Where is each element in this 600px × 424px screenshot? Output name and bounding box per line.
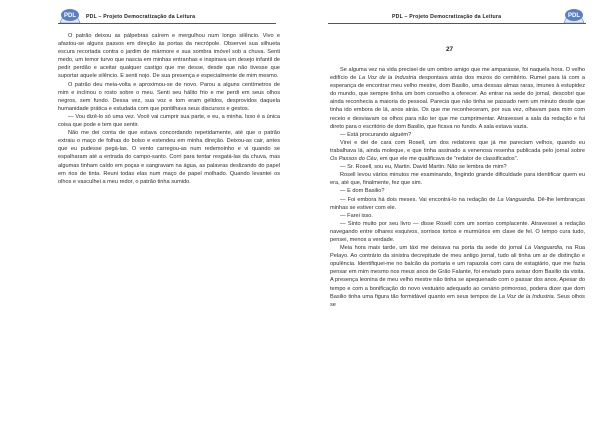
right-paragraph: — Foi embora há dois meses. Vai encontrá-lo na redação de La Vanguardia. Dê-lhe lembranças minhas se estiver com ele.: [330, 196, 585, 211]
right-paragraph: Meia hora mais tarde, um táxi me deixava na porta da sede do jornal La Vanguardia, na Rua Pelayo. Ao contrário da sinistra decrepitude de meu antigo jornal, tudo ali tinha um ar de distinção e opulência. Identifiquei-me no balcão da portaria e um rapazola com cara de estagiário, que me fazia pensar em mim mesmo nos meus anos de Grão Falante, foi enviado para avisar dom Basilio da visita. A presença leonina de meu velho mestre não tinha se apequenado com o passar dos anos. Apesar do tempo e com a bonificação do novo vestuário adequado ao cenário primoroso, podera dizer que dom Basilio tinha uma figura tão formidável quanto em seus tempos de La Voz de la Industria. Seus olhos se: [330, 245, 585, 308]
left-paragraph: — Vou dizê-lo só uma vez. Você vai cumprir sua parte, e eu, a minha. Isso é a única coisa que pode e tem que sentir.: [58, 113, 280, 129]
logo-text-right: PDL: [568, 13, 580, 20]
pdl-logo-icon-right: [562, 7, 586, 25]
right-body-text: [330, 66, 585, 309]
right-page: [300, 0, 600, 424]
header-rule-left: [58, 23, 276, 24]
right-paragraph: — Sr. Rosell, sou eu, Martin. David Martin. Não se lembra de mim?: [340, 164, 507, 171]
right-paragraph: Se alguma vez na vida precisei de um ombro amigo que me amparasse, foi naquela hora. O velho edifício de La Voz de la Industria despontava atrás dos muros do cemitério. Rumei para lá com a esperança de encontrar meu velho mestre, dom Basilio, uma dessas almas raras, imunes à estupidez do mundo, que sempre tinha um bom conselho a oferecer. Ao entrar na sede do jornal, descobri que ainda reconhecia a maioria do pessoal. Parecia que não tinha se passado nem um minuto desde que tinha ido embora de lá, anos atrás. Os que me reconheceram, por sua vez, olhavam para mim com receio e desviavam os olhos para não ter que me cumprimentar. Atravessei a sala da redação e fui direto para o escritório de dom Basilio, que ficava no fundo. A sala estava vazia.: [330, 67, 585, 130]
right-paragraph: — Farei isso.: [340, 212, 373, 219]
left-paragraph: O patrão deixou as pálpebras caírem e mergulhou num longo silêncio. Vivo e afastou-se alguns passos em direção às portas da necrópole. Observei sua silhueta escura recortada contra o jardim de mármore e sua sombra imóvel sob a chuva. Senti medo, um temor turvo que nascia em minhas entranhas e inspirava um desejo infantil de pedir perdão e aceitar qualquer castigo que me desse, desde que não tivesse que suportar aquele silêncio. E senti nojo. De sua presença e especialmente de mim mesmo.: [58, 33, 280, 80]
page-number: 27: [446, 46, 454, 53]
header-rule-right: [328, 23, 586, 24]
header-title-right: PDL – Projeto Democratização da Leitura: [392, 14, 502, 20]
header-title-left: PDL – Projeto Democratização da Leitura: [86, 14, 196, 20]
right-paragraph: — Sinto muito por seu livro — disse Rosell com um sorriso complacente. Atravessei a redação navegando entre olhares esquivos, sorrisos tortos e murmúrios em clave de fel. O tempo cura tudo, pensei, menos a verdade.: [330, 220, 585, 243]
right-paragraph: — Está procurando alguém?: [340, 131, 412, 138]
left-paragraph: O patrão deu meia-volta e aproximou-se de novo. Parou a alguns centímetros de mim e inclinou o rosto sobre o meu. Senti seu hálito frio e me perdi em seus olhos negros, sem fundo. Dessa vez, sua voz e tom eram gélidos, desprovidos daquela humanidade prática e estudada com que pontilhava seus discursos e gestos.: [58, 81, 280, 112]
left-body-text: [58, 32, 280, 186]
right-paragraph: Virei e dei de cara com Rosell, um dos redatores que já me pareciam velhos, quando eu trabalhava lá, ainda moleque, e que tinha assinado a venenosa resenha publicada pelo jornal sobre Os Passos do Céu, em que ele me qualificava de “redator de classificados”.: [330, 139, 585, 163]
left-paragraph: Não me dei conta de que estava concordando repetidamente, até que o patrão extraiu o maço de folhas do bolso e estendeu em minha direção. Deixou-as cair, antes que eu pudesse pegá-las. O vento carregou-as num redemoinho e vi quando se espalharam até a entrada do campo-santo. Corri para tentar resgatá-las da chuva, mas algumas tinham caído em poças e sangravam na água, as palavras deslizando do papel em rios de tinta. Reuni todas elas num maço de papel molhado. Quando levantei os olhos e vasculhei a meu redor, o patrão tinha sumido.: [58, 130, 280, 185]
right-paragraph: Rosell levou vários minutos me examinando, fingindo grande dificuldade para identificar quem eu era, até que, finalmente, fez que sim.: [330, 172, 585, 187]
logo-text: PDL: [64, 13, 76, 20]
right-paragraph: — E dom Basilio?: [340, 188, 385, 195]
